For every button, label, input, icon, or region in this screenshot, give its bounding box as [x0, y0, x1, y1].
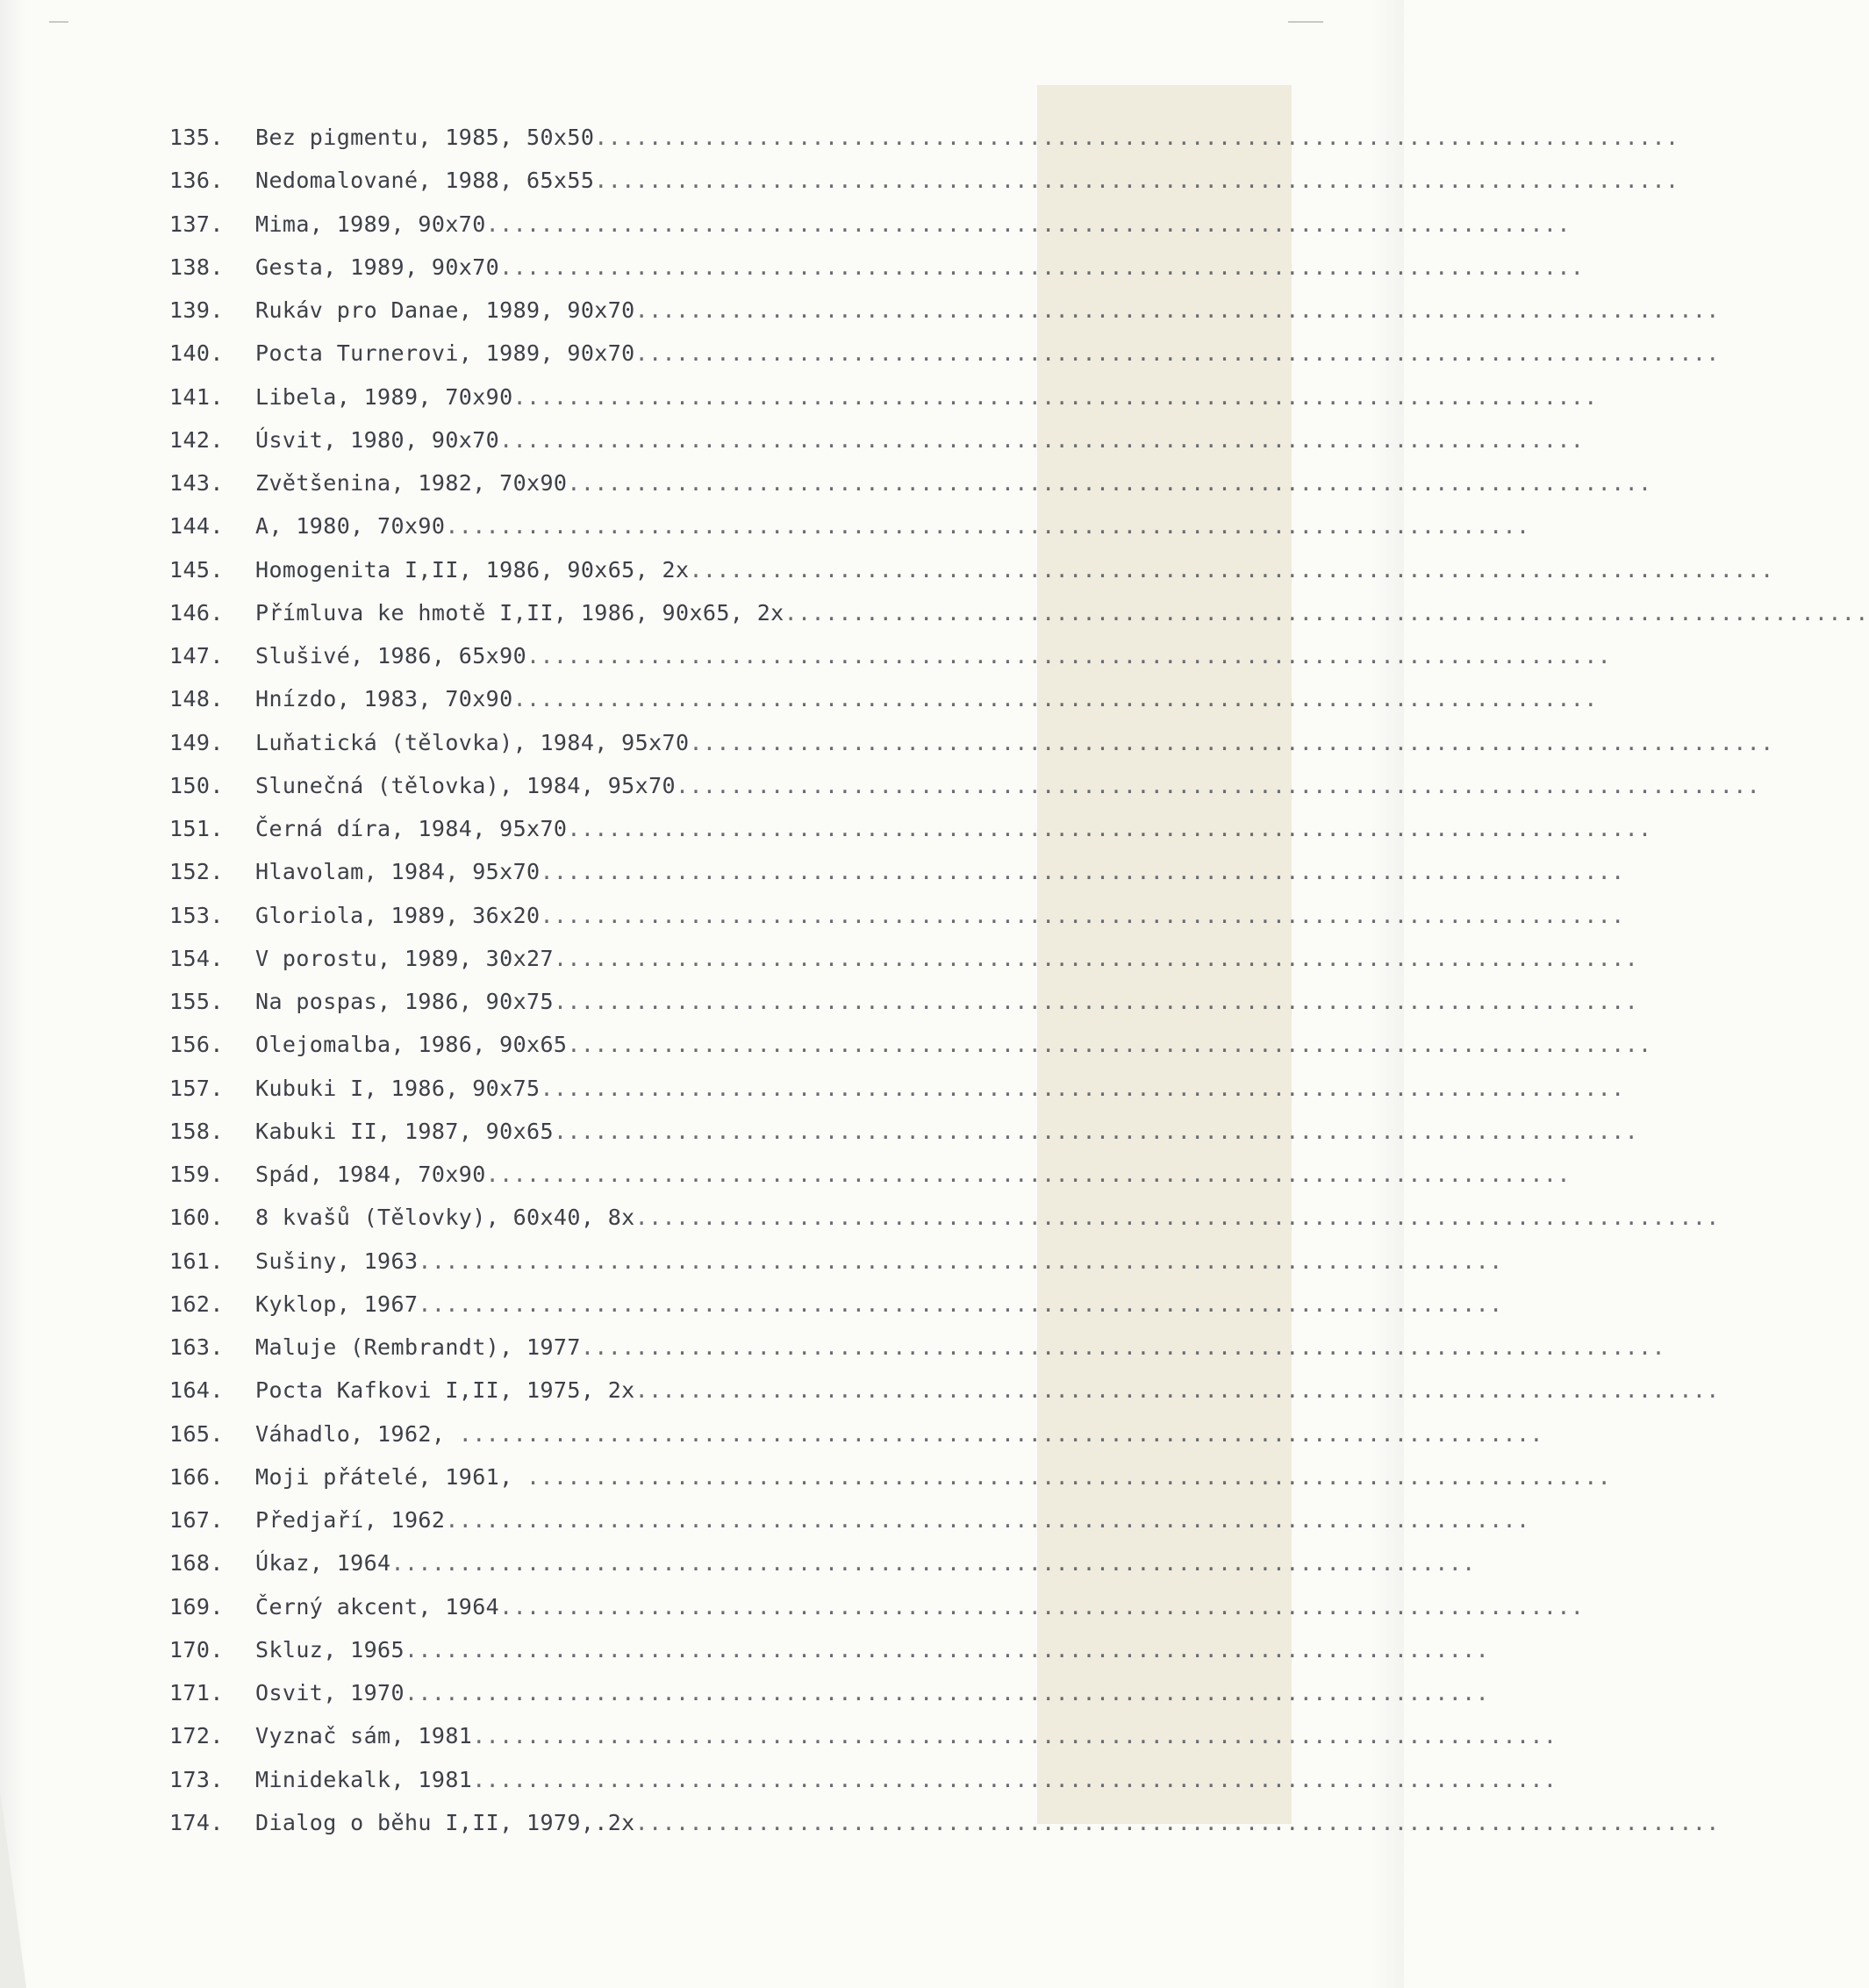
entry-number: 169.: [169, 1593, 224, 1620]
entry-number: 141.: [169, 383, 224, 410]
dot-leader: ................................................................................: [553, 945, 1639, 971]
list-item: [169, 548, 1774, 591]
dot-leader: ................................................................................: [485, 1162, 1571, 1187]
entry-number: 138.: [169, 254, 224, 280]
dot-leader: ................................................................................: [634, 340, 1720, 367]
entry-title: Rukáv pro Danae, 1989, 90x70: [255, 297, 635, 323]
entry-title: Vyznač sám, 1981: [255, 1723, 473, 1749]
entry-number: 139.: [169, 297, 224, 323]
list-item: [169, 937, 1639, 980]
entry-title: Přímluva ke hmotě I,II, 1986, 90x65, 2x: [255, 599, 784, 626]
entry-title: Pocta Turnerovi, 1989, 90x70: [255, 340, 635, 367]
list-item: [169, 1326, 1665, 1369]
entry-number: 171.: [169, 1680, 224, 1706]
dot-leader: ................................................................................: [418, 1248, 1503, 1274]
entry-title: Černý akcent, 1964: [255, 1593, 500, 1620]
list-item: [169, 1758, 1558, 1801]
dot-leader: ................................................................................: [567, 1032, 1652, 1058]
entry-number: 157.: [169, 1075, 224, 1101]
dot-leader: ................................................................................: [594, 125, 1679, 150]
list-item: [169, 116, 1679, 159]
dot-leader: ................................................................................: [526, 1463, 1612, 1490]
list-item: [169, 850, 1625, 893]
list-item: [169, 1628, 1490, 1671]
list-item: [169, 894, 1625, 937]
list-item: [169, 289, 1720, 332]
entry-number: 158.: [169, 1118, 224, 1144]
entry-title: Osvit, 1970: [255, 1680, 405, 1706]
entry-title: Kabuki II, 1987, 90x65: [255, 1118, 554, 1144]
list-item: [169, 246, 1585, 289]
list-item: [169, 980, 1639, 1023]
entry-number: 170.: [169, 1636, 224, 1663]
list-item: [169, 1455, 1612, 1498]
entry-number: 160.: [169, 1205, 224, 1231]
entry-number: 162.: [169, 1291, 224, 1317]
dot-leader: ................................................................................: [445, 513, 1530, 540]
entry-title: Zvětšenina, 1982, 70x90: [255, 470, 568, 496]
entry-number: 143.: [169, 470, 224, 496]
dot-leader: ................................................................................: [553, 989, 1639, 1014]
dot-leader: ................................................................................: [634, 297, 1720, 323]
list-item: [169, 375, 1598, 418]
list-item: [169, 461, 1652, 504]
entry-title: Luňatická (tělovka), 1984, 95x70: [255, 729, 690, 755]
list-item: [169, 1585, 1585, 1628]
entry-number: 166.: [169, 1463, 224, 1490]
entry-number: 142.: [169, 426, 224, 453]
dot-leader: ................................................................................: [404, 1680, 1490, 1706]
list-item: [169, 634, 1612, 677]
entry-title: Homogenita I,II, 1986, 90x65, 2x: [255, 556, 690, 583]
entry-number: 137.: [169, 211, 224, 237]
entry-number: 155.: [169, 989, 224, 1014]
entry-title: Minidekalk, 1981: [255, 1766, 473, 1792]
list-item: [169, 1412, 1543, 1455]
entry-number: 161.: [169, 1248, 224, 1274]
entry-title: V porostu, 1989, 30x27: [255, 945, 554, 971]
entry-title: Váhadlo, 1962,: [255, 1420, 459, 1447]
dot-leader: ................................................................................: [404, 1636, 1490, 1663]
scan-mark-right: [1288, 21, 1323, 23]
entry-number: 145.: [169, 556, 224, 583]
dot-leader: ................................................................................: [594, 168, 1679, 194]
list-item: [169, 418, 1585, 461]
dot-leader: ................................................................................: [567, 470, 1652, 496]
entry-title: Skluz, 1965: [255, 1636, 405, 1663]
entry-title: Pocta Kafkovi I,II, 1975, 2x: [255, 1377, 635, 1404]
list-item: [169, 1067, 1625, 1110]
dot-leader: ................................................................................: [499, 426, 1585, 453]
entry-number: 135.: [169, 125, 224, 150]
dot-leader: ................................................................................: [472, 1766, 1558, 1792]
list-item: [169, 1498, 1530, 1541]
entry-title: Libela, 1989, 70x90: [255, 383, 513, 410]
dot-leader: ................................................................................: [458, 1420, 1543, 1447]
list-item: [169, 1023, 1652, 1066]
entry-number: 165.: [169, 1420, 224, 1447]
entry-title: Na pospas, 1986, 90x75: [255, 989, 554, 1014]
dot-leader: ................................................................................: [512, 686, 1598, 712]
entry-number: 163.: [169, 1334, 224, 1360]
entry-number: 147.: [169, 643, 224, 669]
dot-leader: ................................................................................: [567, 816, 1652, 841]
entry-number: 159.: [169, 1162, 224, 1187]
entry-title: Úsvit, 1980, 90x70: [255, 426, 500, 453]
dot-leader: ................................................................................: [580, 1334, 1665, 1360]
entry-title: Slušivé, 1986, 65x90: [255, 643, 527, 669]
list-item: [169, 1110, 1639, 1153]
dot-leader: ................................................................................: [499, 254, 1585, 280]
entry-title: Nedomalované, 1988, 65x55: [255, 168, 595, 194]
dot-leader: ................................................................................: [445, 1507, 1530, 1533]
list-item: [169, 159, 1679, 202]
entry-title: 8 kvašů (Tělovky), 60x40, 8x: [255, 1205, 635, 1231]
dot-leader: ................................................................................: [512, 383, 1598, 410]
entry-title: Bez pigmentu, 1985, 50x50: [255, 125, 595, 150]
dot-leader: ................................................................................: [676, 772, 1761, 798]
list-item: [169, 203, 1571, 246]
dot-leader: ................................................................................: [634, 1809, 1720, 1835]
dot-leader: ................................................................................: [634, 1377, 1720, 1404]
entry-number: 154.: [169, 945, 224, 971]
entry-number: 172.: [169, 1723, 224, 1749]
list-item: [169, 1541, 1476, 1584]
dot-leader: ................................................................................: [485, 211, 1571, 237]
dot-leader: ................................................................................: [540, 902, 1625, 928]
dot-leader: ................................................................................: [418, 1291, 1503, 1317]
dot-leader: ................................................................................: [526, 643, 1612, 669]
dot-leader: ................................................................................: [390, 1550, 1476, 1577]
entry-number: 153.: [169, 902, 224, 928]
list-item: [169, 1196, 1720, 1239]
dot-leader: ................................................................................: [634, 1205, 1720, 1231]
dot-leader: ................................................................................: [553, 1118, 1639, 1144]
entry-number: 164.: [169, 1377, 224, 1404]
dot-leader: ................................................................................: [472, 1723, 1558, 1749]
entry-title: Úkaz, 1964: [255, 1550, 391, 1577]
entry-title: Kubuki I, 1986, 90x75: [255, 1075, 541, 1101]
entry-title: Slunečná (tělovka), 1984, 95x70: [255, 772, 676, 798]
entry-title: A, 1980, 70x90: [255, 513, 446, 540]
entry-title: Předjaří, 1962: [255, 1507, 446, 1533]
list-item: [169, 721, 1774, 764]
entry-title: Maluje (Rembrandt), 1977: [255, 1334, 581, 1360]
entry-number: 173.: [169, 1766, 224, 1792]
dot-leader: ................................................................................: [689, 729, 1774, 755]
list-item: [169, 1283, 1503, 1326]
entry-number: 174.: [169, 1809, 224, 1835]
list-item: [169, 1714, 1558, 1757]
entry-number: 150.: [169, 772, 224, 798]
entry-number: 140.: [169, 340, 224, 367]
entry-number: 149.: [169, 729, 224, 755]
entry-title: Moji přátelé, 1961,: [255, 1463, 527, 1490]
list-item: [169, 807, 1652, 850]
list-item: [169, 1801, 1720, 1844]
entry-title: Kyklop, 1967: [255, 1291, 419, 1317]
entry-title: Hlavolam, 1984, 95x70: [255, 859, 541, 885]
dot-leader: ................................................................................: [784, 599, 1869, 626]
entry-number: 144.: [169, 513, 224, 540]
dot-leader: ................................................................................: [540, 859, 1625, 885]
entry-number: 152.: [169, 859, 224, 885]
catalog-list: [169, 116, 1869, 1844]
entry-number: 168.: [169, 1550, 224, 1577]
dot-leader: ................................................................................: [499, 1593, 1585, 1620]
entry-title: Sušiny, 1963: [255, 1248, 419, 1274]
entry-title: Černá díra, 1984, 95x70: [255, 816, 568, 841]
paper-corner-fold: [0, 1790, 26, 1988]
list-item: [169, 1671, 1490, 1714]
entry-number: 151.: [169, 816, 224, 841]
entry-number: 167.: [169, 1507, 224, 1533]
scan-mark-left: [49, 21, 68, 23]
list-item: [169, 1369, 1720, 1412]
entry-title: Hnízdo, 1983, 70x90: [255, 686, 513, 712]
dot-leader: ................................................................................: [540, 1075, 1625, 1101]
list-item: [169, 764, 1761, 807]
entry-title: Olejomalba, 1986, 90x65: [255, 1032, 568, 1058]
list-item: [169, 1153, 1571, 1196]
list-item: [169, 504, 1530, 547]
entry-number: 146.: [169, 599, 224, 626]
entry-title: Gloriola, 1989, 36x20: [255, 902, 541, 928]
entry-number: 148.: [169, 686, 224, 712]
entry-title: Mima, 1989, 90x70: [255, 211, 486, 237]
list-item: [169, 591, 1869, 634]
entry-number: 156.: [169, 1032, 224, 1058]
entry-title: Spád, 1984, 70x90: [255, 1162, 486, 1187]
list-item: [169, 332, 1720, 375]
list-item: [169, 677, 1598, 720]
entry-title: Gesta, 1989, 90x70: [255, 254, 500, 280]
entry-number: 136.: [169, 168, 224, 194]
list-item: [169, 1240, 1503, 1283]
entry-title: Dialog o běhu I,II, 1979,.2x: [255, 1809, 635, 1835]
dot-leader: ................................................................................: [689, 556, 1774, 583]
